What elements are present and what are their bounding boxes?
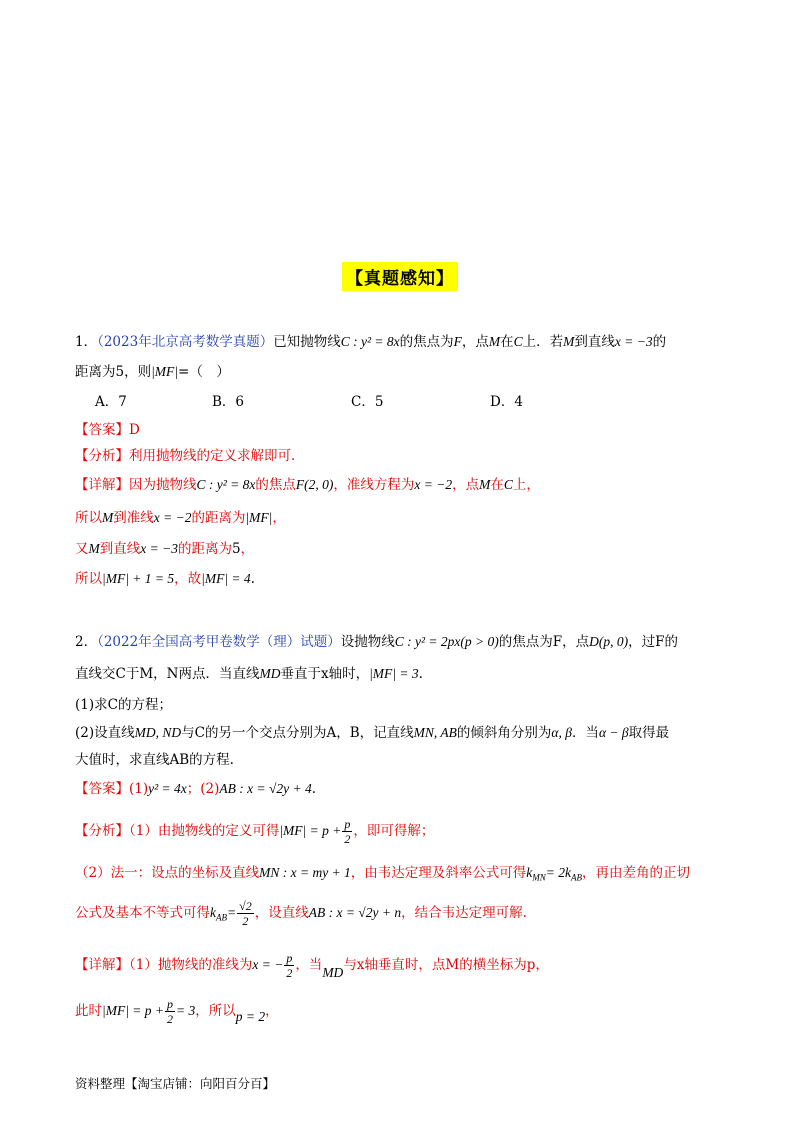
- q1-text: 的焦点为: [399, 334, 454, 350]
- slope-subscript: AB: [216, 912, 227, 923]
- detail-text: ，: [240, 541, 255, 557]
- q1-point: M: [563, 334, 575, 349]
- q2-text: ，过F的: [628, 634, 678, 650]
- answer-value-1: y² = 4x: [148, 781, 187, 796]
- detail-text: ，: [265, 1003, 279, 1019]
- q2-text: 与C的另一个交点分别为A，B，记直线: [181, 725, 414, 741]
- analysis-text: （2）法一：设点的坐标及直线: [75, 865, 260, 881]
- page-footer: 资料整理【淘宝店铺：向阳百分百】: [75, 1076, 276, 1091]
- detail-text: 在: [490, 477, 504, 493]
- q2-part-1: (1)求C的方程；: [75, 697, 172, 713]
- fraction-numerator: p: [167, 997, 174, 1011]
- detail-value: 5: [231, 541, 241, 557]
- fraction-denominator: 2: [167, 1012, 174, 1026]
- q1-option-b: B．6: [212, 394, 245, 410]
- detail-text: 到直线: [99, 541, 141, 557]
- fraction-denominator: 2: [242, 914, 249, 928]
- detail-point: M: [88, 541, 100, 556]
- q1-curve-name: C: [513, 334, 523, 349]
- q1-option-d: D．4: [490, 394, 523, 410]
- detail-text: 因为抛物线: [129, 477, 197, 493]
- fraction-numerator: p: [344, 817, 351, 831]
- q2-analysis-3: [75, 900, 527, 927]
- slope-subscript: AB: [571, 872, 583, 883]
- q2-text: 的倾斜角分别为: [456, 725, 552, 741]
- q1-point: M: [488, 334, 501, 349]
- q1-text: 上．若: [522, 334, 564, 350]
- fraction-numerator: p: [286, 951, 293, 965]
- detail-point: M: [479, 477, 491, 492]
- analysis-tag: 【分析】: [75, 448, 129, 464]
- detail-text: 到准线: [113, 510, 154, 526]
- detail-equation: = 3: [176, 1003, 196, 1018]
- q2-part-2-line-2: 大值时，求直线AB的方程.: [75, 752, 234, 768]
- slope-symbol: k: [210, 905, 216, 920]
- detail-text: （1）抛物线的准线为: [129, 957, 253, 973]
- q1-text: 已知抛物线: [273, 334, 341, 350]
- detail-text: .: [250, 571, 255, 587]
- q2-text: (2)设直线: [75, 725, 135, 741]
- answer-text: (1): [129, 781, 149, 797]
- detail-equation: |MF| + 1 = 5: [102, 571, 175, 586]
- detail-fraction: [284, 952, 294, 979]
- q1-number: 1．: [75, 334, 98, 350]
- q2-line-2: [75, 662, 423, 682]
- q1-text: ，点: [461, 334, 489, 350]
- q1-text: 距离为5，则: [75, 364, 152, 380]
- detail-text: 与x轴垂直时，点M的横坐标为p，: [343, 957, 549, 973]
- q2-angle-diff: α − β: [598, 725, 629, 740]
- detail-curve-name: C: [503, 477, 513, 492]
- q2-answer: [75, 777, 316, 797]
- q1-line: x = −3: [614, 334, 653, 349]
- answer-value-2: AB : x = √2y + 4: [219, 781, 312, 796]
- detail-text: 上，: [512, 477, 540, 493]
- analysis-fraction: [237, 900, 254, 927]
- analysis-tag: 【分析】: [75, 823, 129, 839]
- analysis-equation: = 2k: [545, 865, 572, 880]
- section-title: 【真题感知】: [342, 262, 458, 291]
- detail-text: ，点: [452, 477, 480, 493]
- q1-text: 到直线: [574, 334, 615, 350]
- q1-option-c: C．5: [351, 394, 384, 410]
- detail-text: 所以: [75, 510, 102, 526]
- answer-value: D: [129, 422, 140, 438]
- q2-detail-2: [75, 998, 279, 1025]
- analysis-equation: =: [227, 905, 237, 920]
- analysis-text: （1）由抛物线的定义可得: [129, 823, 280, 839]
- slope-subscript: MN: [532, 872, 546, 883]
- q1-detail-3: [75, 537, 254, 557]
- analysis-text: ，由韦达定理及斜率公式可得: [350, 865, 527, 881]
- answer-text: .: [311, 781, 317, 797]
- detail-md: MD: [322, 965, 344, 980]
- q1-text: 的: [652, 334, 667, 350]
- q2-text: 取得最: [628, 725, 670, 741]
- q2-number: 2．: [75, 634, 98, 650]
- detail-text: 的距离为: [177, 541, 232, 557]
- detail-directrix: x = −2: [153, 510, 192, 525]
- q2-text: ．当: [571, 725, 599, 741]
- answer-tag: 【答案】: [75, 422, 129, 438]
- analysis-equation: |MF| = p +: [279, 823, 342, 838]
- fraction-denominator: 2: [286, 966, 293, 980]
- q1-curve: C : y² = 8x: [340, 334, 400, 349]
- detail-line: x = −3: [140, 541, 178, 556]
- q1-detail-1: [75, 473, 540, 493]
- q2-line-1: [75, 630, 678, 650]
- q2-text: .: [418, 666, 423, 682]
- detail-result: p = 2: [235, 1009, 266, 1024]
- answer-text: ；(2): [186, 781, 220, 797]
- detail-fraction: [165, 998, 175, 1025]
- detail-text: 的焦点: [255, 477, 296, 493]
- q2-lines: MD, ND: [134, 725, 182, 740]
- q2-lines: MN, AB: [413, 725, 457, 740]
- detail-mf: |MF|: [245, 510, 273, 525]
- detail-text: 又: [75, 541, 89, 557]
- section-title-wrap: [0, 262, 800, 291]
- detail-tag: 【详解】: [75, 957, 129, 973]
- q2-analysis-2: [75, 861, 690, 883]
- q2-mf: |MF| = 3: [369, 666, 419, 681]
- q1-detail-2: [75, 506, 286, 526]
- q2-point-d: D(p, 0): [589, 634, 629, 649]
- detail-point: M: [102, 510, 114, 525]
- detail-text: ，准线方程为: [333, 477, 415, 493]
- q2-text: 直线交C于M，N两点．当直线: [75, 666, 260, 682]
- analysis-fraction: [342, 818, 352, 845]
- analysis-text: ，设直线: [254, 905, 309, 921]
- detail-result: |MF| = 4: [201, 571, 251, 586]
- q2-part-2-line-1: [75, 721, 669, 741]
- detail-focus: F(2, 0): [295, 477, 334, 492]
- q2-md: MD: [259, 666, 281, 681]
- detail-tag: 【详解】: [75, 477, 129, 493]
- detail-curve: C : y² = 8x: [196, 477, 256, 492]
- detail-equation: |MF| = p +: [102, 1003, 165, 1018]
- fraction-numerator: √2: [239, 899, 252, 913]
- detail-text: ，所以: [195, 1003, 236, 1019]
- q2-source: （2022年全国高考甲卷数学（理）试题）: [97, 634, 341, 650]
- q2-text: 垂直于x轴时，: [280, 666, 370, 682]
- analysis-text: ，即可得解；: [353, 823, 435, 839]
- detail-text: ，故: [174, 571, 202, 587]
- detail-text: 所以: [75, 571, 102, 587]
- q1-mf: |MF|: [151, 364, 179, 379]
- q1-text: 在: [500, 334, 514, 350]
- detail-text: 的距离为: [191, 510, 246, 526]
- q1-text: =（ ）: [178, 364, 230, 380]
- q1-focus: F: [453, 334, 462, 349]
- q1-detail-4: [75, 567, 255, 587]
- analysis-equation: MN : x = my + 1: [259, 865, 351, 880]
- q1-answer: [75, 418, 140, 438]
- fraction-denominator: 2: [344, 832, 351, 846]
- analysis-equation: AB : x = √2y + n: [308, 905, 402, 920]
- answer-tag: 【答案】: [75, 781, 129, 797]
- detail-text: ，当: [295, 957, 323, 973]
- q2-curve: C : y² = 2px(p > 0): [394, 634, 499, 649]
- slope-symbol: k: [526, 865, 533, 880]
- q1-option-a: A．7: [95, 394, 127, 410]
- q2-angles: α, β: [551, 725, 572, 740]
- q1-source: （2023年北京高考数学真题）: [97, 334, 274, 350]
- detail-directrix: x = −2: [414, 477, 453, 492]
- detail-text: ，: [272, 510, 286, 526]
- detail-text: 此时: [75, 1003, 102, 1019]
- q2-text: 的焦点为F，点: [498, 634, 590, 650]
- analysis-text: 利用抛物线的定义求解即可.: [129, 448, 296, 464]
- detail-equation: x = −: [252, 957, 284, 972]
- analysis-text: 公式及基本不等式可得: [75, 905, 210, 921]
- analysis-text: ，结合韦达定理可解.: [401, 905, 527, 921]
- analysis-text: ，再由差角的正切: [582, 865, 691, 881]
- q2-detail-1: [75, 952, 549, 979]
- q2-text: 设抛物线: [340, 634, 395, 650]
- q1-line-2: [75, 360, 230, 380]
- q2-analysis-1: [75, 818, 434, 845]
- q1-line-1: [75, 330, 666, 350]
- q1-analysis: [75, 444, 295, 464]
